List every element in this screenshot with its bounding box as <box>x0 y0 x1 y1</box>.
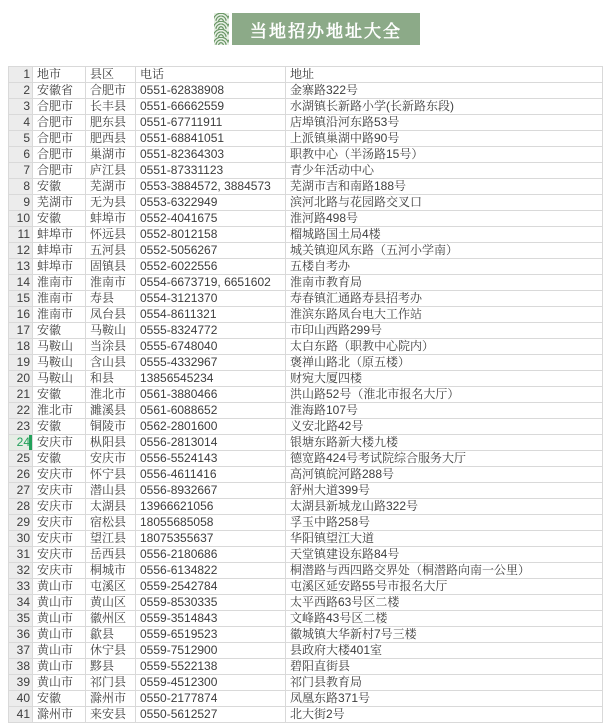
county-cell[interactable]: 桐城市 <box>86 563 136 579</box>
row-number-cell[interactable]: 6 <box>9 147 33 163</box>
table-row <box>9 163 603 179</box>
phone-cell[interactable]: 0555-4332967 <box>136 355 286 371</box>
table-row <box>9 355 603 371</box>
city-cell[interactable]: 安庆市 <box>33 563 86 579</box>
phone-cell[interactable]: 18055685058 <box>136 515 286 531</box>
row-number-cell[interactable]: 27 <box>9 483 33 499</box>
table-row <box>9 211 603 227</box>
county-cell[interactable]: 黟县 <box>86 659 136 675</box>
table-row <box>9 499 603 515</box>
address-cell[interactable]: 淮南市教育局 <box>286 275 603 291</box>
city-cell[interactable]: 合肥市 <box>33 115 86 131</box>
row-number-cell[interactable]: 4 <box>9 115 33 131</box>
table-row <box>9 643 603 659</box>
city-cell[interactable]: 安庆市 <box>33 483 86 499</box>
row-number-cell[interactable]: 8 <box>9 179 33 195</box>
county-cell[interactable]: 岳西县 <box>86 547 136 563</box>
county-cell[interactable]: 枞阳县 <box>86 435 136 451</box>
table-row <box>9 83 603 99</box>
county-cell[interactable]: 无为县 <box>86 195 136 211</box>
phone-cell[interactable]: 0561-3880466 <box>136 387 286 403</box>
address-cell[interactable]: 孚玉中路258号 <box>286 515 603 531</box>
table-row <box>9 707 603 723</box>
table-row <box>9 67 603 83</box>
address-cell[interactable]: 县政府大楼401室 <box>286 643 603 659</box>
row-number-cell[interactable]: 17 <box>9 323 33 339</box>
address-cell[interactable]: 屯溪区延安路55号市报名大厅 <box>286 579 603 595</box>
city-cell[interactable]: 安庆市 <box>33 435 86 451</box>
row-number-cell[interactable]: 37 <box>9 643 33 659</box>
row-number-cell[interactable]: 10 <box>9 211 33 227</box>
address-cell[interactable]: 五楼自考办 <box>286 259 603 275</box>
table-row <box>9 403 603 419</box>
table-row <box>9 531 603 547</box>
address-cell[interactable]: 徽城镇大华新村7号三楼 <box>286 627 603 643</box>
phone-cell[interactable]: 13966621056 <box>136 499 286 515</box>
city-cell[interactable]: 安徽 <box>33 387 86 403</box>
table-row <box>9 99 603 115</box>
county-cell[interactable]: 宿松县 <box>86 515 136 531</box>
row-number-cell[interactable]: 9 <box>9 195 33 211</box>
phone-cell[interactable]: 0551-66662559 <box>136 99 286 115</box>
address-cell[interactable]: 城关镇迎风东路（五河小学南） <box>286 243 603 259</box>
address-cell[interactable]: 太湖县新城龙山路322号 <box>286 499 603 515</box>
county-cell[interactable]: 安庆市 <box>86 451 136 467</box>
county-cell[interactable]: 怀宁县 <box>86 467 136 483</box>
row-number-cell[interactable]: 18 <box>9 339 33 355</box>
phone-cell[interactable]: 0551-82364303 <box>136 147 286 163</box>
address-cell[interactable]: 高河镇皖河路288号 <box>286 467 603 483</box>
address-cell[interactable]: 财宛大厦四楼 <box>286 371 603 387</box>
city-cell[interactable]: 安徽 <box>33 179 86 195</box>
table-row <box>9 227 603 243</box>
row-number-cell[interactable]: 29 <box>9 515 33 531</box>
phone-cell[interactable]: 0559-5522138 <box>136 659 286 675</box>
county-cell[interactable]: 凤台县 <box>86 307 136 323</box>
address-cell[interactable]: 北大街2号 <box>286 707 603 723</box>
city-cell[interactable]: 黄山市 <box>33 595 86 611</box>
row-number-cell[interactable]: 34 <box>9 595 33 611</box>
city-cell[interactable]: 合肥市 <box>33 99 86 115</box>
address-cell[interactable]: 舒州大道399号 <box>286 483 603 499</box>
county-cell[interactable]: 和县 <box>86 371 136 387</box>
address-cell[interactable]: 滨河北路与花园路交叉口 <box>286 195 603 211</box>
row-number-cell[interactable]: 25 <box>9 451 33 467</box>
table-row <box>9 259 603 275</box>
table-row <box>9 147 603 163</box>
table-row <box>9 387 603 403</box>
table-row <box>9 435 603 451</box>
table-row <box>9 291 603 307</box>
phone-cell[interactable]: 0552-5056267 <box>136 243 286 259</box>
city-cell[interactable]: 黄山市 <box>33 627 86 643</box>
phone-cell[interactable]: 电话 <box>136 67 286 83</box>
row-number-cell[interactable]: 36 <box>9 627 33 643</box>
table-row <box>9 243 603 259</box>
table-row <box>9 483 603 499</box>
address-cell[interactable]: 文峰路43号区二楼 <box>286 611 603 627</box>
row-number-cell[interactable]: 31 <box>9 547 33 563</box>
address-cell[interactable]: 华阳镇望江大道 <box>286 531 603 547</box>
city-cell[interactable]: 马鞍山 <box>33 355 86 371</box>
phone-cell[interactable]: 0554-8611321 <box>136 307 286 323</box>
county-cell[interactable]: 潜山县 <box>86 483 136 499</box>
county-cell[interactable]: 滁州市 <box>86 691 136 707</box>
phone-cell[interactable]: 0551-68841051 <box>136 131 286 147</box>
row-number-cell[interactable]: 24 <box>9 435 33 451</box>
table-row <box>9 563 603 579</box>
phone-cell[interactable]: 0561-6088652 <box>136 403 286 419</box>
row-number-cell[interactable]: 12 <box>9 243 33 259</box>
table-row <box>9 179 603 195</box>
county-cell[interactable]: 淮南市 <box>86 275 136 291</box>
row-number-cell[interactable]: 16 <box>9 307 33 323</box>
table-row <box>9 451 603 467</box>
phone-cell[interactable]: 18075355637 <box>136 531 286 547</box>
county-cell[interactable]: 蚌埠市 <box>86 211 136 227</box>
phone-cell[interactable]: 0554-3121370 <box>136 291 286 307</box>
phone-cell[interactable]: 0553-3884572, 3884573 <box>136 179 286 195</box>
address-cell[interactable]: 褒禅山路北（原五楼） <box>286 355 603 371</box>
city-cell[interactable]: 黄山市 <box>33 643 86 659</box>
city-cell[interactable]: 安徽 <box>33 691 86 707</box>
address-cell[interactable]: 银塘东路新大楼九楼 <box>286 435 603 451</box>
city-cell[interactable]: 马鞍山 <box>33 339 86 355</box>
address-table <box>8 66 603 723</box>
city-cell[interactable]: 黄山市 <box>33 611 86 627</box>
address-cell[interactable]: 寿春镇汇通路寿县招考办 <box>286 291 603 307</box>
address-table-body <box>9 67 603 723</box>
county-cell[interactable]: 屯溪区 <box>86 579 136 595</box>
city-cell[interactable]: 芜湖市 <box>33 195 86 211</box>
row-number-cell[interactable]: 32 <box>9 563 33 579</box>
county-cell[interactable]: 马鞍山 <box>86 323 136 339</box>
address-cell[interactable]: 淮滨东路凤台电大工作站 <box>286 307 603 323</box>
county-cell[interactable]: 太湖县 <box>86 499 136 515</box>
city-cell[interactable]: 合肥市 <box>33 131 86 147</box>
table-row <box>9 675 603 691</box>
row-number-cell[interactable]: 21 <box>9 387 33 403</box>
phone-cell[interactable]: 0554-6673719, 6651602 <box>136 275 286 291</box>
row-number-cell[interactable]: 13 <box>9 259 33 275</box>
county-cell[interactable]: 歙县 <box>86 627 136 643</box>
row-number-cell[interactable]: 7 <box>9 163 33 179</box>
address-cell[interactable]: 金寨路322号 <box>286 83 603 99</box>
address-cell[interactable]: 德宽路424号考试院综合服务大厅 <box>286 451 603 467</box>
table-row <box>9 419 603 435</box>
table-row <box>9 467 603 483</box>
county-cell[interactable]: 望江县 <box>86 531 136 547</box>
phone-cell[interactable]: 0556-5524143 <box>136 451 286 467</box>
row-number-cell[interactable]: 20 <box>9 371 33 387</box>
table-row <box>9 627 603 643</box>
phone-cell[interactable]: 0551-87331123 <box>136 163 286 179</box>
phone-cell[interactable]: 0559-2542784 <box>136 579 286 595</box>
address-cell[interactable]: 淮海路107号 <box>286 403 603 419</box>
city-cell[interactable]: 合肥市 <box>33 163 86 179</box>
address-cell[interactable]: 祁门县教育局 <box>286 675 603 691</box>
county-cell[interactable]: 芜湖市 <box>86 179 136 195</box>
address-cell[interactable]: 上派镇巢湖中路90号 <box>286 131 603 147</box>
county-cell[interactable]: 肥东县 <box>86 115 136 131</box>
city-cell[interactable]: 安徽 <box>33 419 86 435</box>
phone-cell[interactable]: 0555-8324772 <box>136 323 286 339</box>
address-cell[interactable]: 职教中心（半汤路15号） <box>286 147 603 163</box>
address-cell[interactable]: 地址 <box>286 67 603 83</box>
city-cell[interactable]: 安徽省 <box>33 83 86 99</box>
county-cell[interactable]: 庐江县 <box>86 163 136 179</box>
phone-cell[interactable]: 0556-4611416 <box>136 467 286 483</box>
address-cell[interactable]: 芜湖市吉和南路188号 <box>286 179 603 195</box>
phone-cell[interactable]: 0552-4041675 <box>136 211 286 227</box>
city-cell[interactable]: 安徽 <box>33 323 86 339</box>
county-cell[interactable]: 肥西县 <box>86 131 136 147</box>
address-cell[interactable]: 洪山路52号（淮北市报名大厅） <box>286 387 603 403</box>
county-cell[interactable]: 怀远县 <box>86 227 136 243</box>
county-cell[interactable]: 濉溪县 <box>86 403 136 419</box>
row-number-cell[interactable]: 38 <box>9 659 33 675</box>
city-cell[interactable]: 黄山市 <box>33 675 86 691</box>
seigaiha-wave-pattern-icon <box>214 13 229 45</box>
banner-title: 当地招办地址大全 <box>232 13 420 45</box>
city-cell[interactable]: 地市 <box>33 67 86 83</box>
county-cell[interactable]: 五河县 <box>86 243 136 259</box>
phone-cell[interactable]: 0556-8932667 <box>136 483 286 499</box>
phone-cell[interactable]: 0551-62838908 <box>136 83 286 99</box>
phone-cell[interactable]: 0559-6519523 <box>136 627 286 643</box>
phone-cell[interactable]: 0556-2180686 <box>136 547 286 563</box>
row-number-cell[interactable]: 30 <box>9 531 33 547</box>
address-cell[interactable]: 义安北路42号 <box>286 419 603 435</box>
city-cell[interactable]: 黄山市 <box>33 659 86 675</box>
table-row <box>9 579 603 595</box>
city-cell[interactable]: 安庆市 <box>33 499 86 515</box>
address-cell[interactable]: 淮河路498号 <box>286 211 603 227</box>
table-row <box>9 515 603 531</box>
row-number-cell[interactable]: 41 <box>9 707 33 723</box>
phone-cell[interactable]: 0559-8530335 <box>136 595 286 611</box>
county-cell[interactable]: 县区 <box>86 67 136 83</box>
table-row <box>9 691 603 707</box>
city-cell[interactable]: 淮南市 <box>33 275 86 291</box>
address-cell[interactable]: 水湖镇长新路小学(长新路东段) <box>286 99 603 115</box>
row-number-cell[interactable]: 14 <box>9 275 33 291</box>
table-row <box>9 547 603 563</box>
county-cell[interactable]: 含山县 <box>86 355 136 371</box>
address-cell[interactable]: 太白东路（职教中心院内） <box>286 339 603 355</box>
phone-cell[interactable]: 0552-8012158 <box>136 227 286 243</box>
county-cell[interactable]: 当涂县 <box>86 339 136 355</box>
row-number-cell[interactable]: 28 <box>9 499 33 515</box>
phone-cell[interactable]: 0550-5612527 <box>136 707 286 723</box>
table-row <box>9 275 603 291</box>
phone-cell[interactable]: 0551-67711911 <box>136 115 286 131</box>
phone-cell[interactable]: 0553-6322949 <box>136 195 286 211</box>
phone-cell[interactable]: 13856545234 <box>136 371 286 387</box>
row-number-cell[interactable]: 5 <box>9 131 33 147</box>
row-number-cell[interactable]: 39 <box>9 675 33 691</box>
city-cell[interactable]: 安庆市 <box>33 531 86 547</box>
phone-cell[interactable]: 0556-6134822 <box>136 563 286 579</box>
phone-cell[interactable]: 0559-7512900 <box>136 643 286 659</box>
city-cell[interactable]: 安徽 <box>33 451 86 467</box>
address-cell[interactable]: 青少年活动中心 <box>286 163 603 179</box>
phone-cell[interactable]: 0550-2177874 <box>136 691 286 707</box>
phone-cell[interactable]: 0556-2813014 <box>136 435 286 451</box>
banner <box>214 13 420 45</box>
city-cell[interactable]: 黄山市 <box>33 579 86 595</box>
phone-cell[interactable]: 0555-6748040 <box>136 339 286 355</box>
county-cell[interactable]: 巢湖市 <box>86 147 136 163</box>
table-row <box>9 131 603 147</box>
row-number-cell[interactable]: 33 <box>9 579 33 595</box>
row-number-cell[interactable]: 3 <box>9 99 33 115</box>
row-number-cell[interactable]: 1 <box>9 67 33 83</box>
table-row <box>9 307 603 323</box>
table-row <box>9 659 603 675</box>
row-number-cell[interactable]: 35 <box>9 611 33 627</box>
row-number-cell[interactable]: 26 <box>9 467 33 483</box>
county-cell[interactable]: 祁门县 <box>86 675 136 691</box>
city-cell[interactable]: 安徽 <box>33 211 86 227</box>
row-number-cell[interactable]: 2 <box>9 83 33 99</box>
address-cell[interactable]: 碧阳直街县 <box>286 659 603 675</box>
row-number-cell[interactable]: 23 <box>9 419 33 435</box>
county-cell[interactable]: 休宁县 <box>86 643 136 659</box>
table-row <box>9 371 603 387</box>
phone-cell[interactable]: 0562-2801600 <box>136 419 286 435</box>
address-cell[interactable]: 市印山西路299号 <box>286 323 603 339</box>
county-cell[interactable]: 固镇县 <box>86 259 136 275</box>
address-cell[interactable]: 天堂镇建设东路84号 <box>286 547 603 563</box>
city-cell[interactable]: 合肥市 <box>33 147 86 163</box>
address-cell[interactable]: 店埠镇沿河东路53号 <box>286 115 603 131</box>
address-cell[interactable]: 凤凰东路371号 <box>286 691 603 707</box>
address-cell[interactable]: 桐潜路与西四路交界处（桐潜路向南一公里） <box>286 563 603 579</box>
county-cell[interactable]: 铜陵市 <box>86 419 136 435</box>
table-row <box>9 323 603 339</box>
city-cell[interactable]: 蚌埠市 <box>33 259 86 275</box>
address-cell[interactable]: 太平西路63号区二楼 <box>286 595 603 611</box>
table-row <box>9 339 603 355</box>
table-row <box>9 611 603 627</box>
city-cell[interactable]: 蚌埠市 <box>33 227 86 243</box>
county-cell[interactable]: 来安县 <box>86 707 136 723</box>
row-number-cell[interactable]: 15 <box>9 291 33 307</box>
city-cell[interactable]: 滁州市 <box>33 707 86 723</box>
phone-cell[interactable]: 0552-6022556 <box>136 259 286 275</box>
address-cell[interactable]: 榴城路国土局4楼 <box>286 227 603 243</box>
row-number-cell[interactable]: 22 <box>9 403 33 419</box>
city-cell[interactable]: 蚌埠市 <box>33 243 86 259</box>
county-cell[interactable]: 徽州区 <box>86 611 136 627</box>
county-cell[interactable]: 黄山区 <box>86 595 136 611</box>
city-cell[interactable]: 安庆市 <box>33 547 86 563</box>
county-cell[interactable]: 长丰县 <box>86 99 136 115</box>
city-cell[interactable]: 淮北市 <box>33 403 86 419</box>
phone-cell[interactable]: 0559-4512300 <box>136 675 286 691</box>
county-cell[interactable]: 合肥市 <box>86 83 136 99</box>
table-row <box>9 595 603 611</box>
county-cell[interactable]: 淮北市 <box>86 387 136 403</box>
table-row <box>9 195 603 211</box>
row-number-cell[interactable]: 19 <box>9 355 33 371</box>
row-number-cell[interactable]: 40 <box>9 691 33 707</box>
county-cell[interactable]: 寿县 <box>86 291 136 307</box>
city-cell[interactable]: 安庆市 <box>33 515 86 531</box>
phone-cell[interactable]: 0559-3514843 <box>136 611 286 627</box>
city-cell[interactable]: 马鞍山 <box>33 371 86 387</box>
city-cell[interactable]: 淮南市 <box>33 291 86 307</box>
row-number-cell[interactable]: 11 <box>9 227 33 243</box>
table-row <box>9 115 603 131</box>
city-cell[interactable]: 淮南市 <box>33 307 86 323</box>
city-cell[interactable]: 安庆市 <box>33 467 86 483</box>
